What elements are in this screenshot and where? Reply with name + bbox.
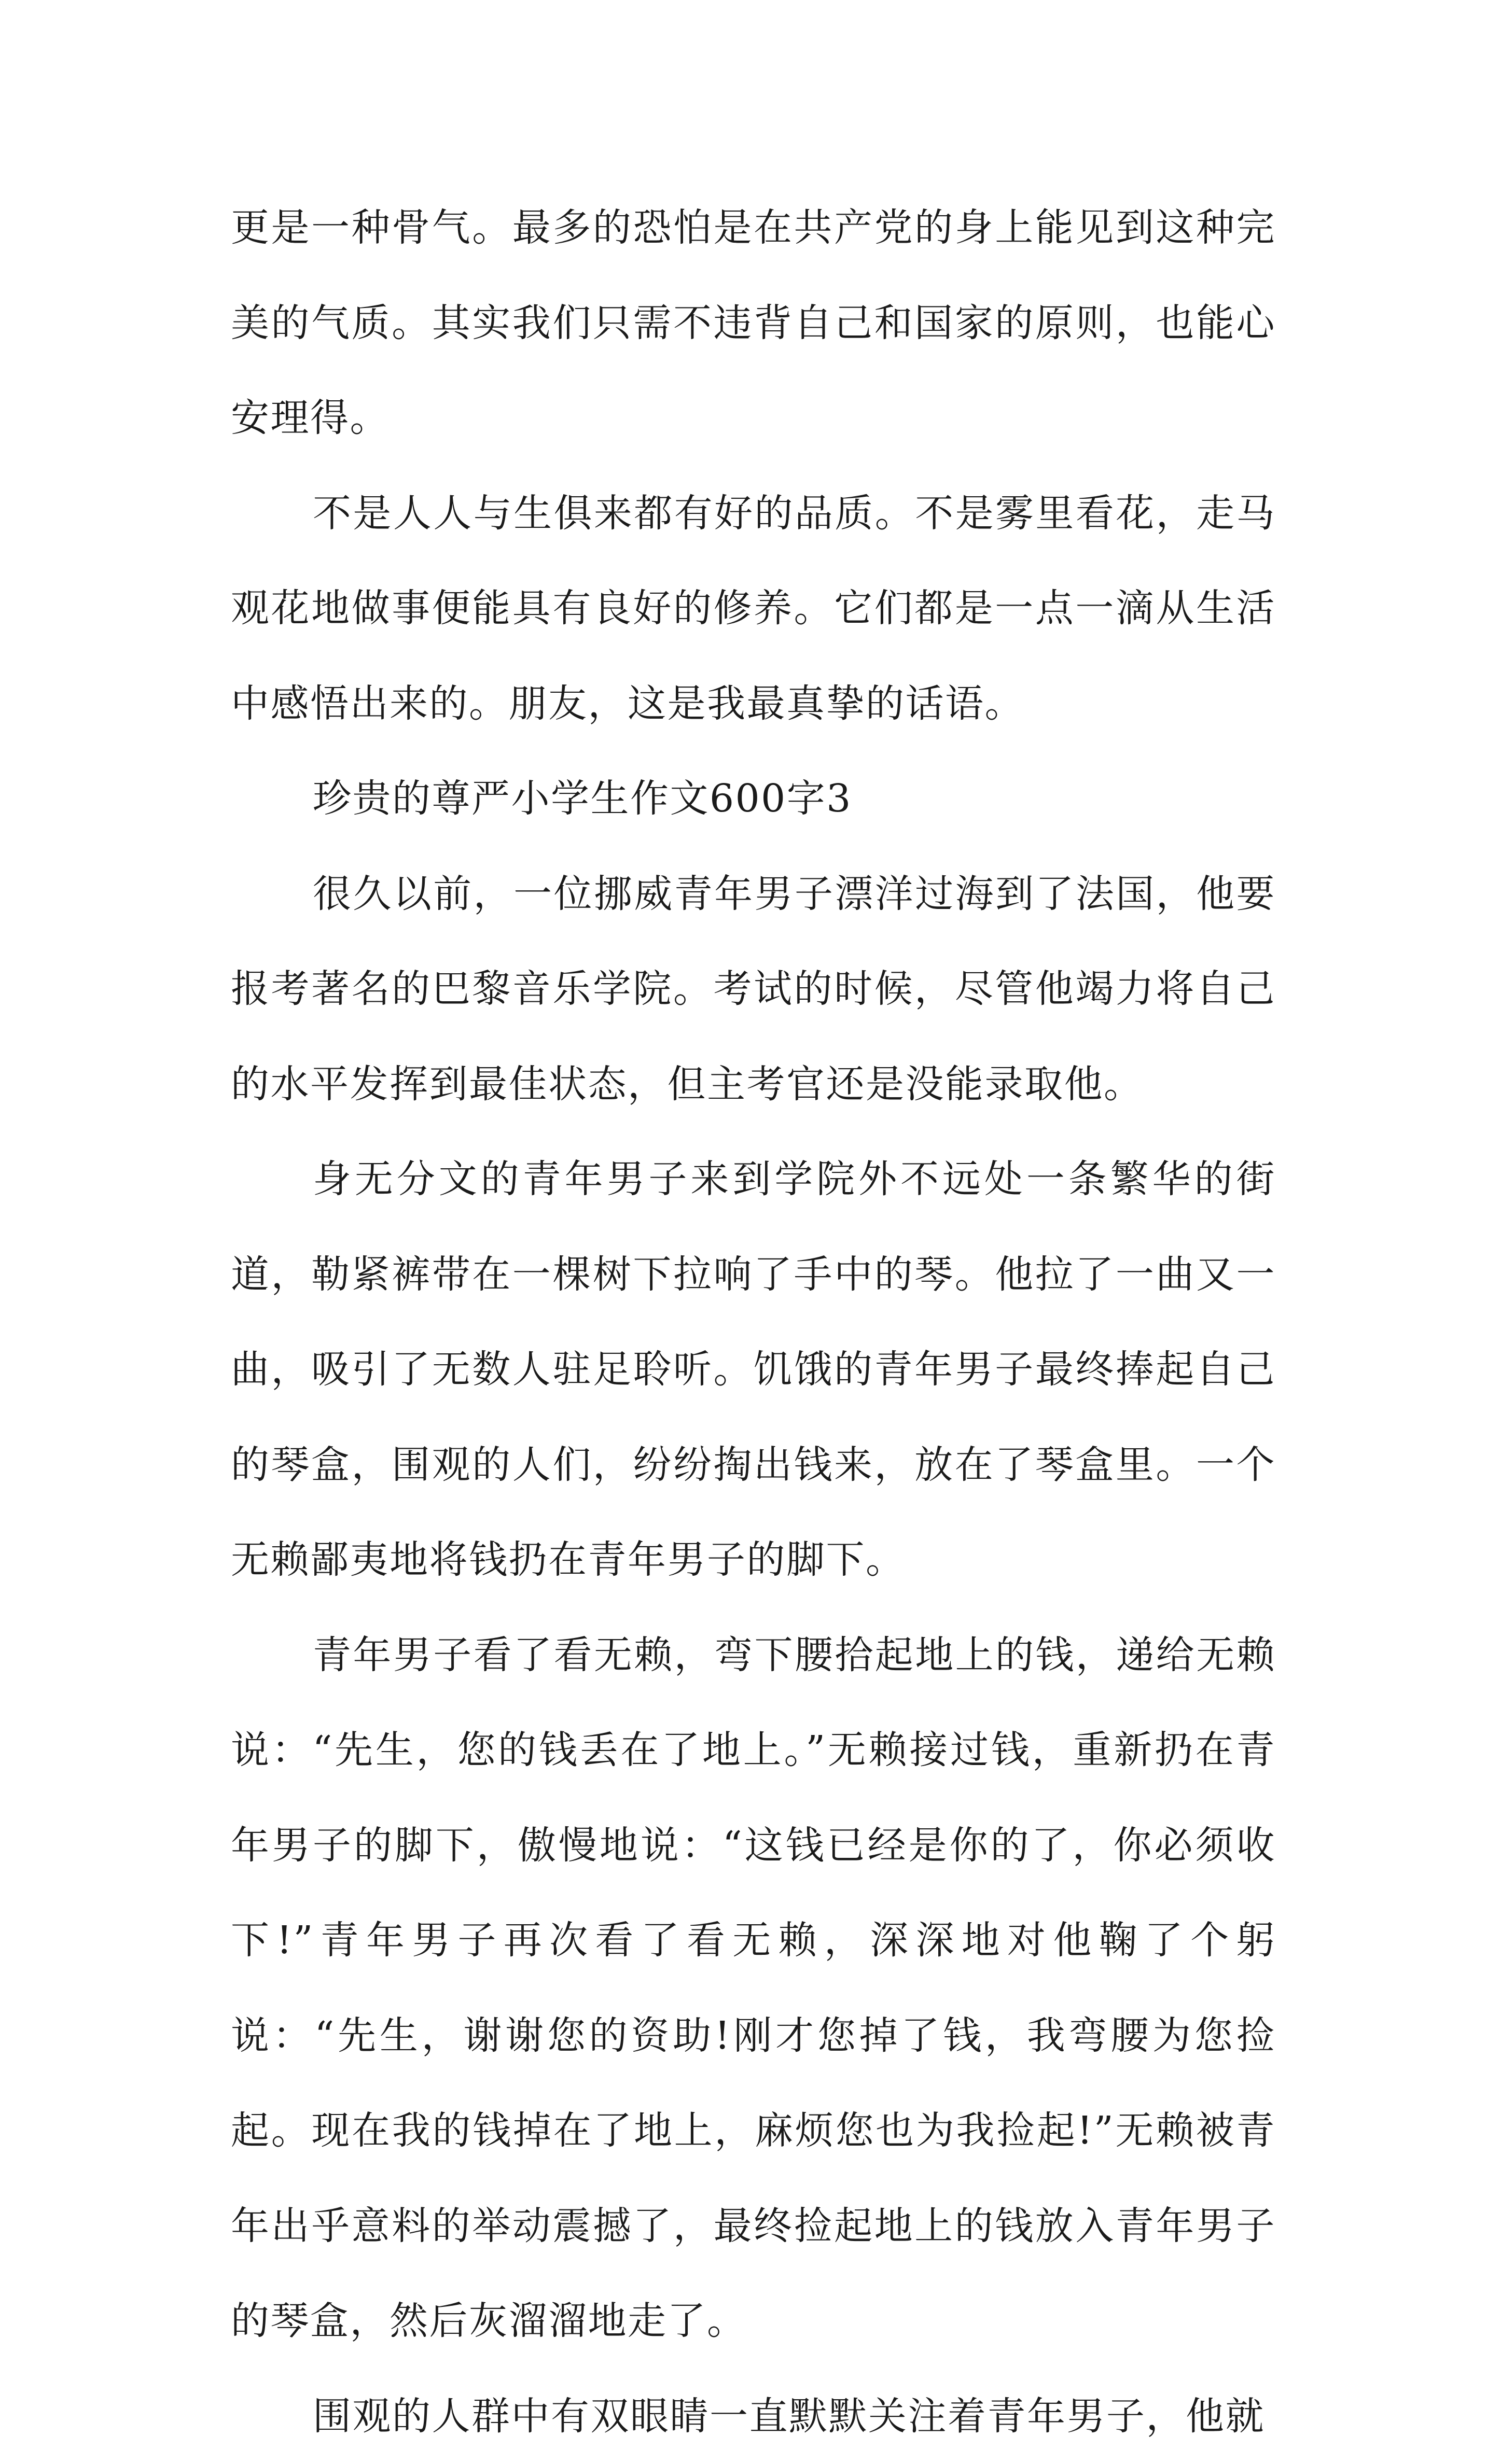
paragraph-continuation: 更是一种骨气。最多的恐怕是在共产党的身上能见到这种完美的气质。其实我们只需不违背自己和国家的原则，也能心安理得。 [231, 180, 1276, 466]
document-body [231, 180, 1276, 2464]
paragraph: 围观的人群中有双眼睛一直默默关注着青年男子，他就 [231, 2369, 1276, 2464]
section-heading: 珍贵的尊严小学生作文600字3 [231, 751, 1276, 847]
paragraph: 不是人人与生俱来都有好的品质。不是雾里看花，走马观花地做事便能具有良好的修养。它们都是一点一滴从生活中感悟出来的。朋友，这是我最真挚的话语。 [231, 466, 1276, 752]
paragraph: 青年男子看了看无赖，弯下腰拾起地上的钱，递给无赖说：“先生，您的钱丢在了地上。”无赖接过钱，重新扔在青年男子的脚下，傲慢地说：“这钱已经是你的了，你必须收下!”青年男子再次看了看无赖，深深地对他鞠了个躬说：“先生，谢谢您的资助!刚才您掉了钱，我弯腰为您捡起。现在我的钱掉在了地上，麻烦您也为我捡起!”无赖被青年出乎意料的举动震撼了，最终捡起地上的钱放入青年男子的琴盒，然后灰溜溜地走了。 [231, 1608, 1276, 2369]
paragraph: 很久以前，一位挪威青年男子漂洋过海到了法国，他要报考著名的巴黎音乐学院。考试的时候，尽管他竭力将自己的水平发挥到最佳状态，但主考官还是没能录取他。 [231, 847, 1276, 1132]
paragraph: 身无分文的青年男子来到学院外不远处一条繁华的街道，勒紧裤带在一棵树下拉响了手中的琴。他拉了一曲又一曲，吸引了无数人驻足聆听。饥饿的青年男子最终捧起自己的琴盒，围观的人们，纷纷掏出钱来，放在了琴盒里。一个无赖鄙夷地将钱扔在青年男子的脚下。 [231, 1132, 1276, 1608]
